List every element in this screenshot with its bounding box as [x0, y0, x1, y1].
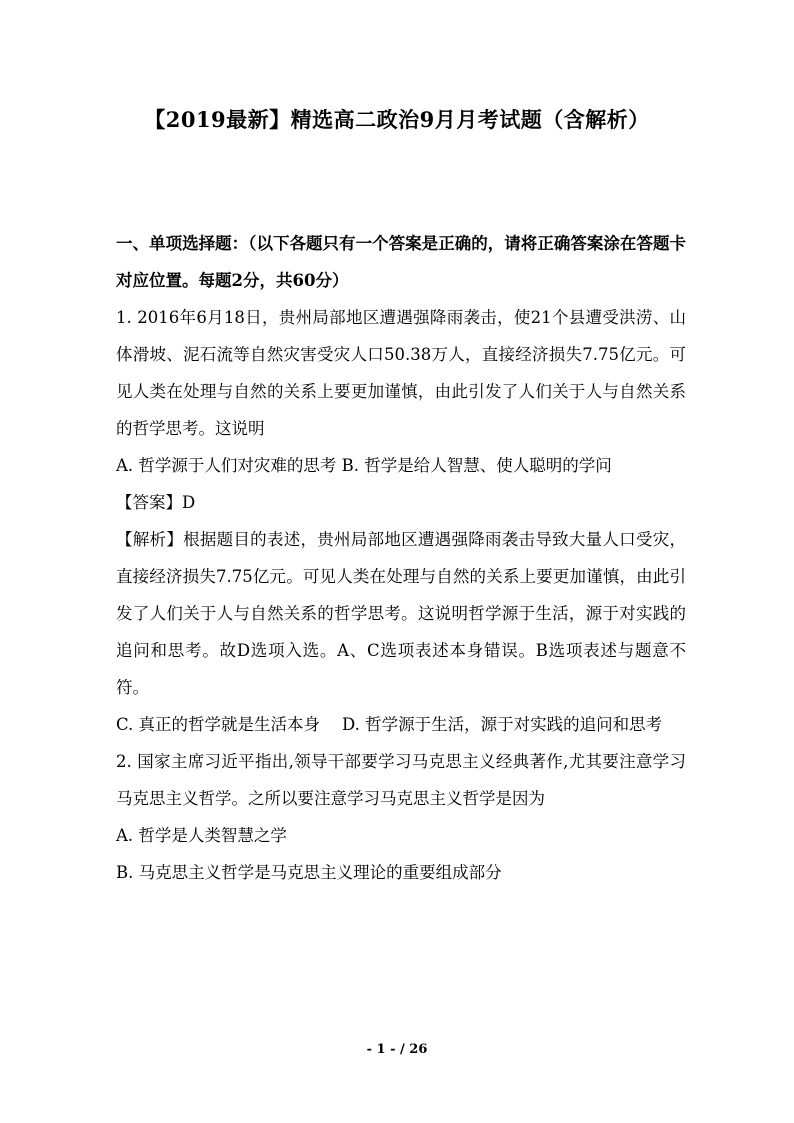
- question-1-option-d: D. 哲学源于生活，源于对实践的追问和思考: [342, 715, 663, 734]
- question-2-option-a: A. 哲学是人类智慧之学: [116, 826, 287, 845]
- document-body: [116, 225, 686, 891]
- document-title: 【2019最新】精选高二政治9月月考试题（含解析）: [144, 107, 650, 132]
- question-1-analysis: 【解析】根据题目的表述，贵州局部地区遭遇强降雨袭击导致大量人口受灾，直接经济损失7.75亿元。可见人类在处理与自然的关系上要更加谨慎，由此引发了人们关于人与自然关系的哲学思考。这说明哲学源于生活，源于对实践的追问和思考。故D选项入选。A、C选项表述本身错误。B选项表述与题意不符。: [116, 530, 686, 697]
- question-1-answer: 【答案】D: [116, 493, 196, 512]
- question-2-stem: 2. 国家主席习近平指出,领导干部要学习马克思主义经典著作,尤其要注意学习马克思主义哲学。之所以要注意学习马克思主义哲学是因为: [116, 752, 686, 808]
- page-number: - 1 - / 26: [366, 1042, 428, 1057]
- question-2-option-b: B. 马克思主义哲学是马克思主义理论的重要组成部分: [116, 863, 502, 882]
- question-1-option-c: C. 真正的哲学就是生活本身: [116, 715, 321, 734]
- question-1-stem: 1. 2016年6月18日，贵州局部地区遭遇强降雨袭击，使21个县遭受洪涝、山体滑坡、泥石流等自然灾害受灾人口50.38万人，直接经济损失7.75亿元。可见人类在处理与自然的关系上要更加谨慎，由此引发了人们关于人与自然关系的哲学思考。这说明: [116, 308, 686, 438]
- question-1-options-ab: A. 哲学源于人们对灾难的思考 B. 哲学是给人智慧、使人聪明的学问: [116, 456, 612, 475]
- section-heading: 一、单项选择题：（以下各题只有一个答案是正确的，请将正确答案涂在答题卡对应位置。每题2分，共60分）: [116, 234, 686, 290]
- question-1-options-cd: [116, 706, 686, 743]
